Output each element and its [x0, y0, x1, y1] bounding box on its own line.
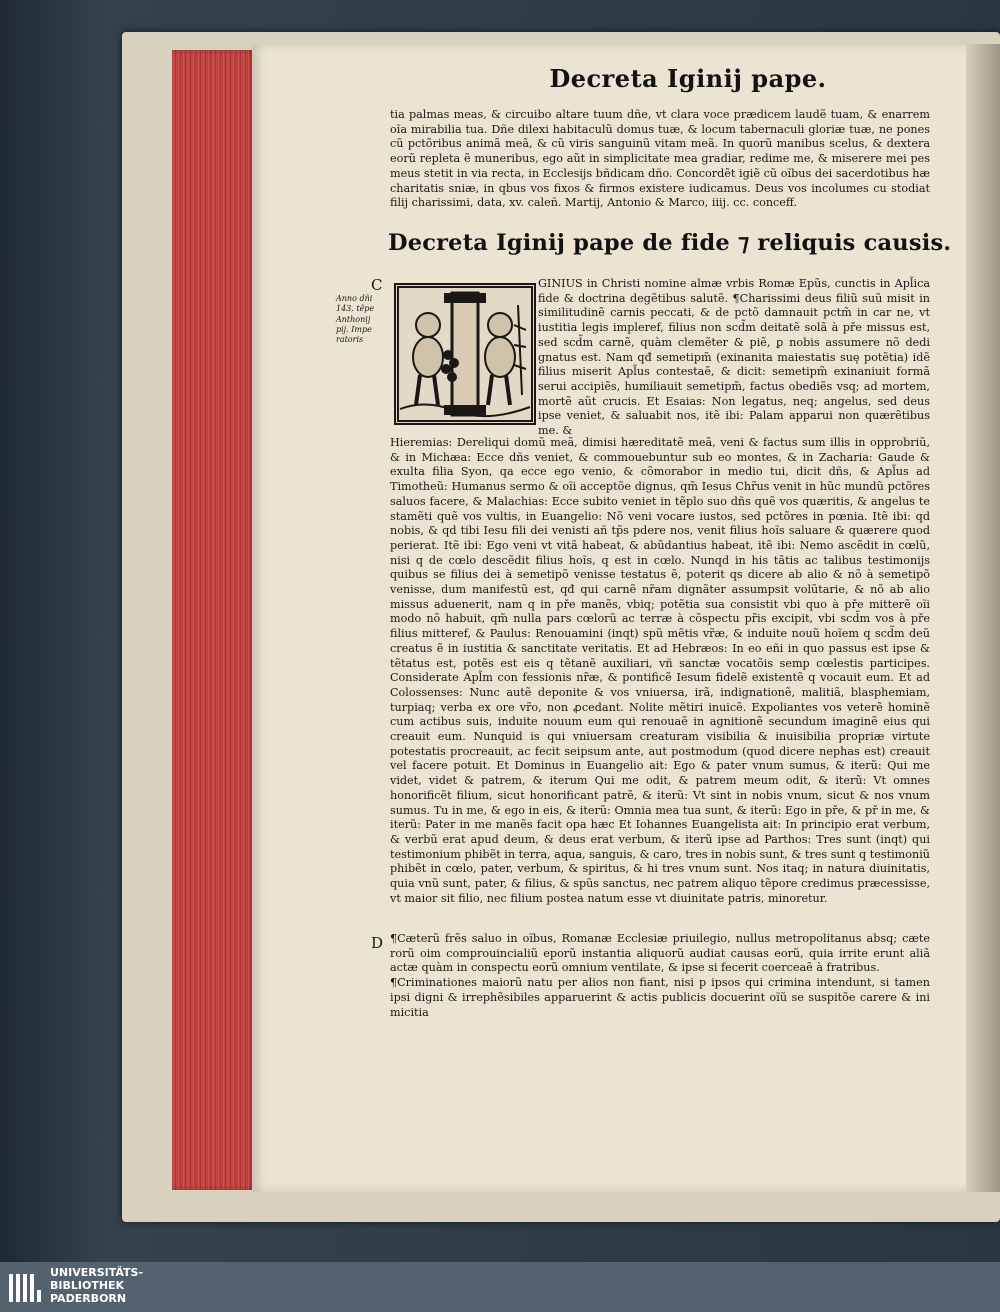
main-paragraph-top: GINIUS in Christi nomine almæ vrbis Romæ Epũs, cunctis in Apl̃ica fide & doctrina degẽtibus salutẽ. ¶Charissimi deus filiũ suũ misit in similitudinẽ carnis peccati, & de pctõ damnauit pctm̃ in car ne, vt iustitia legis impleref, filius non scd̃m deitatẽ solã à pře missus est, sed scd̃m carnẽ, quàm clemẽter & piẽ, ꝑ nobis assumere nõ dedi gnatus est. Nam qđ semetipm̃ (exinanita maiestatis suę potẽtia) idẽ filius miserit Apl̃us contestaẽ, & dicit: semetipm̃ exinaniuit formã serui accipiẽs, humiliauit semetipm̃, factus obediẽs vsq; ad mortem, mortẽ aũt crucis. Et Esaias: Non legatus, neq; angelus, sed deus ipse veniet, & saluabit nos, itẽ ibi: Palam apparui non quærẽtibus me. &	[538, 277, 930, 438]
library-footer-bar	[0, 1262, 1000, 1312]
margin-note: Anno dñi 143. tẽpe Anthonij pij. Impe ratoris	[336, 294, 375, 345]
section-title: Decreta Iginij pape de fide ⁊ reliquis causis.	[388, 230, 952, 256]
margin-marker-c: C	[371, 276, 383, 294]
library-name-line2: BIBLIOTHEK	[50, 1279, 125, 1292]
intro-paragraph: tia palmas meas, & circuibo altare tuum dñe, vt clara voce prædicem laudẽ tuam, & enarrem oĩa mirabilia tua. Dñe dilexi habitaculũ domus tuæ, & locum tabernaculi gloriæ tuæ, ne pones cũ pctõribus animã meã, & cũ viris sanguinũ vitam meã. In quorũ manibus scelus, & dextera eorũ repleta ẽ muneribus, ego aũt in simplicitate mea gradiar, redime me, & miserere mei pes meus stetit in via recta, in Ecclesijs bñdicam dño. Concordẽt igiẽ cũ oĩbus dei sacerdotibus hæ charitatis sniæ, in qbus vos fixos & firmos existere iudicamus. Deus vos incolumes cu stodiat filij charissimi, data, xv. caleñ. Martij, Antonio & Marco, iiij. cc. conceff.	[390, 108, 930, 210]
page-edges-red	[172, 50, 256, 1190]
library-logo-icon	[8, 1270, 44, 1306]
library-name-line1: UNIVERSITÄTS-	[50, 1266, 144, 1279]
book-page	[252, 44, 976, 1192]
margin-marker-d: D	[371, 934, 384, 952]
page-header: Decreta Iginij pape.	[549, 64, 827, 93]
page-fore-edge	[966, 44, 1000, 1192]
decorated-initial-i	[394, 283, 536, 425]
woodcut-illustration	[396, 285, 534, 423]
library-name	[50, 1266, 143, 1305]
section-d-paragraph: ¶Cæterũ frẽs saluo in oĩbus, Romanæ Ecclesiæ priuilegio, nullus metropolitanus absq; cæte rorũ oim comprouincialiũ eporũ instantia aliquorũ audiat causas eorũ, quia irrite erunt aliã actæ quàm in conspectu eorũ omnium ventilate, & ipse si fecerit coerceaẽ à fratribus. ¶Criminationes maiorũ natu per alios non fiant, nisi p ipsos qui crimina intendunt, si tamen ipsi digni & irrephẽsibiles apparuerint & actis publicis docuerint oĩũ se suspitõe carere & ini micitia	[390, 932, 930, 1019]
library-name-line3: PADERBORN	[50, 1292, 127, 1305]
main-paragraph-body: Hieremias: Dereliqui domũ meã, dimisi hæreditatẽ meã, veni & factus sum illis in opprobriũ, & in Michæa: Ecce dñs veniet, & commouebuntur sub eo montes, & in Zacharia: Gaude & exulta filia Syon, qa ecce ego venio, & cõmorabor in medio tui, dicit dñs, & Apl̃us ad Timotheũ: Humanus sermo & oĩi acceptõe dignus, qm̃ Iesus Chr̃us venit in hũc mundũ pctõres saluos facere, & Malachias: Ecce subito veniet in tẽplo suo dñs quẽ vos quæritis, & angelus te stamẽti quẽ vos vultis, in Euangelio: Nõ veni vocare iustos, sed pctõres in pœnia. Itẽ ibi: qd nobis, & qd tibi Iesu fili dei venisti añ tp̃s pdere nos, venit filius hoĩs saluare & quærere quod perierat. Itẽ ibi: Ego veni vt vitã habeat, & abũdantius habeat, itẽ ibi: Nemo ascẽdit in cœlũ, nisi q de cœlo descẽdit filius hoĩs, q est in cœlo. Nunqd in his tãtis ac talibus testimonijs quibus se filius dei à semetipõ venisse testatus ẽ, poterit qs dicere ab alio & nõ à semetipõ venisse, dum manifestũ est, qđ qui carnẽ nr̃am dignãter assumpsit volũtarie, & nõ ab alio missus aduenerit, nam q in pře manẽs, vbiq; potẽtia sua consistit vbi quo à pře mitterẽ oĩi modo nõ habuit, qm̃ nulla pars cœlorũ ac terræ à cõspectu pr̃is excipit, vbi scd̃m vos à pře filius mitteref, & Paulus: Renouamini (inqt) spũ mẽtis vr̃æ, & induite nouũ hoĩem q scd̃m deũ creatus ẽ in iustitia & sanctitate veritatis. Et ad Hebræos: In eo eñi in quo passus est ipse & tẽtatus est, potẽs est eis q tẽtanẽ auxiliari, vñ sanctæ vocatõis semp cœlestis participes. Considerate Apl̃m con fessionis nr̃æ, & pontificẽ Iesum fidelẽ existentẽ q vocauit eum. Et ad Colossenses: Nunc autẽ deponite & vos vniuersa, irã, indignationẽ, malitiã, blasphemiam, turpiaq; verba ex ore vr̃o, non ꝓcedant. Nolite mẽtiri inuicẽ. Expoliantes vos veterẽ hominẽ cum actibus suis, induite nouum eum qui renouaẽ in agnitionẽ secundum imaginẽ eius qui creauit eum. Nunquid is qui vniuersam creaturam visibilia & inuisibilia propriæ virtute potestatis procreauit, ac fecit seipsum ante, aut postmodum (quod dicere nephas est) creauit vel facere potuit. Et Dominus in Euangelio ait: Ego & pater vnum sumus, & iterũ: Qui me videt, videt & patrem, & iterum Qui me odit, & patrem meum odit, & iterũ: Vt omnes honorificẽt filium, sicut honorificant patrẽ, & iterũ: Vt sint in nobis vnum, sicut & nos vnum sumus. Tu in me, & ego in eis, & iterũ: Omnia mea tua sunt, & iterũ: Ego in pře, & př in me, & iterũ: Pater in me manẽs facit opa hæc Et Iohannes Euangelista ait: In principio erat verbum, & verbũ erat apud deum, & deus erat verbum, & iterũ ipse ad Parthos: Tres sunt (inqt) qui testimonium phibẽt in terra, aqua, sanguis, & caro, tres in nobis sunt, & tres sunt q testimoniũ phibẽt in cœlo, pater, verbum, & spiritus, & hi tres vnum sunt. Nos itaq; in natura diuinitatis, quia vnũ sunt, pater, & filius, & spũs sanctus, nec patrem aliquo tẽpore credimus præcessisse, vt maior sit filio, nec filium postea natum esse vt diuinitate patris, minoretur.	[390, 436, 930, 905]
